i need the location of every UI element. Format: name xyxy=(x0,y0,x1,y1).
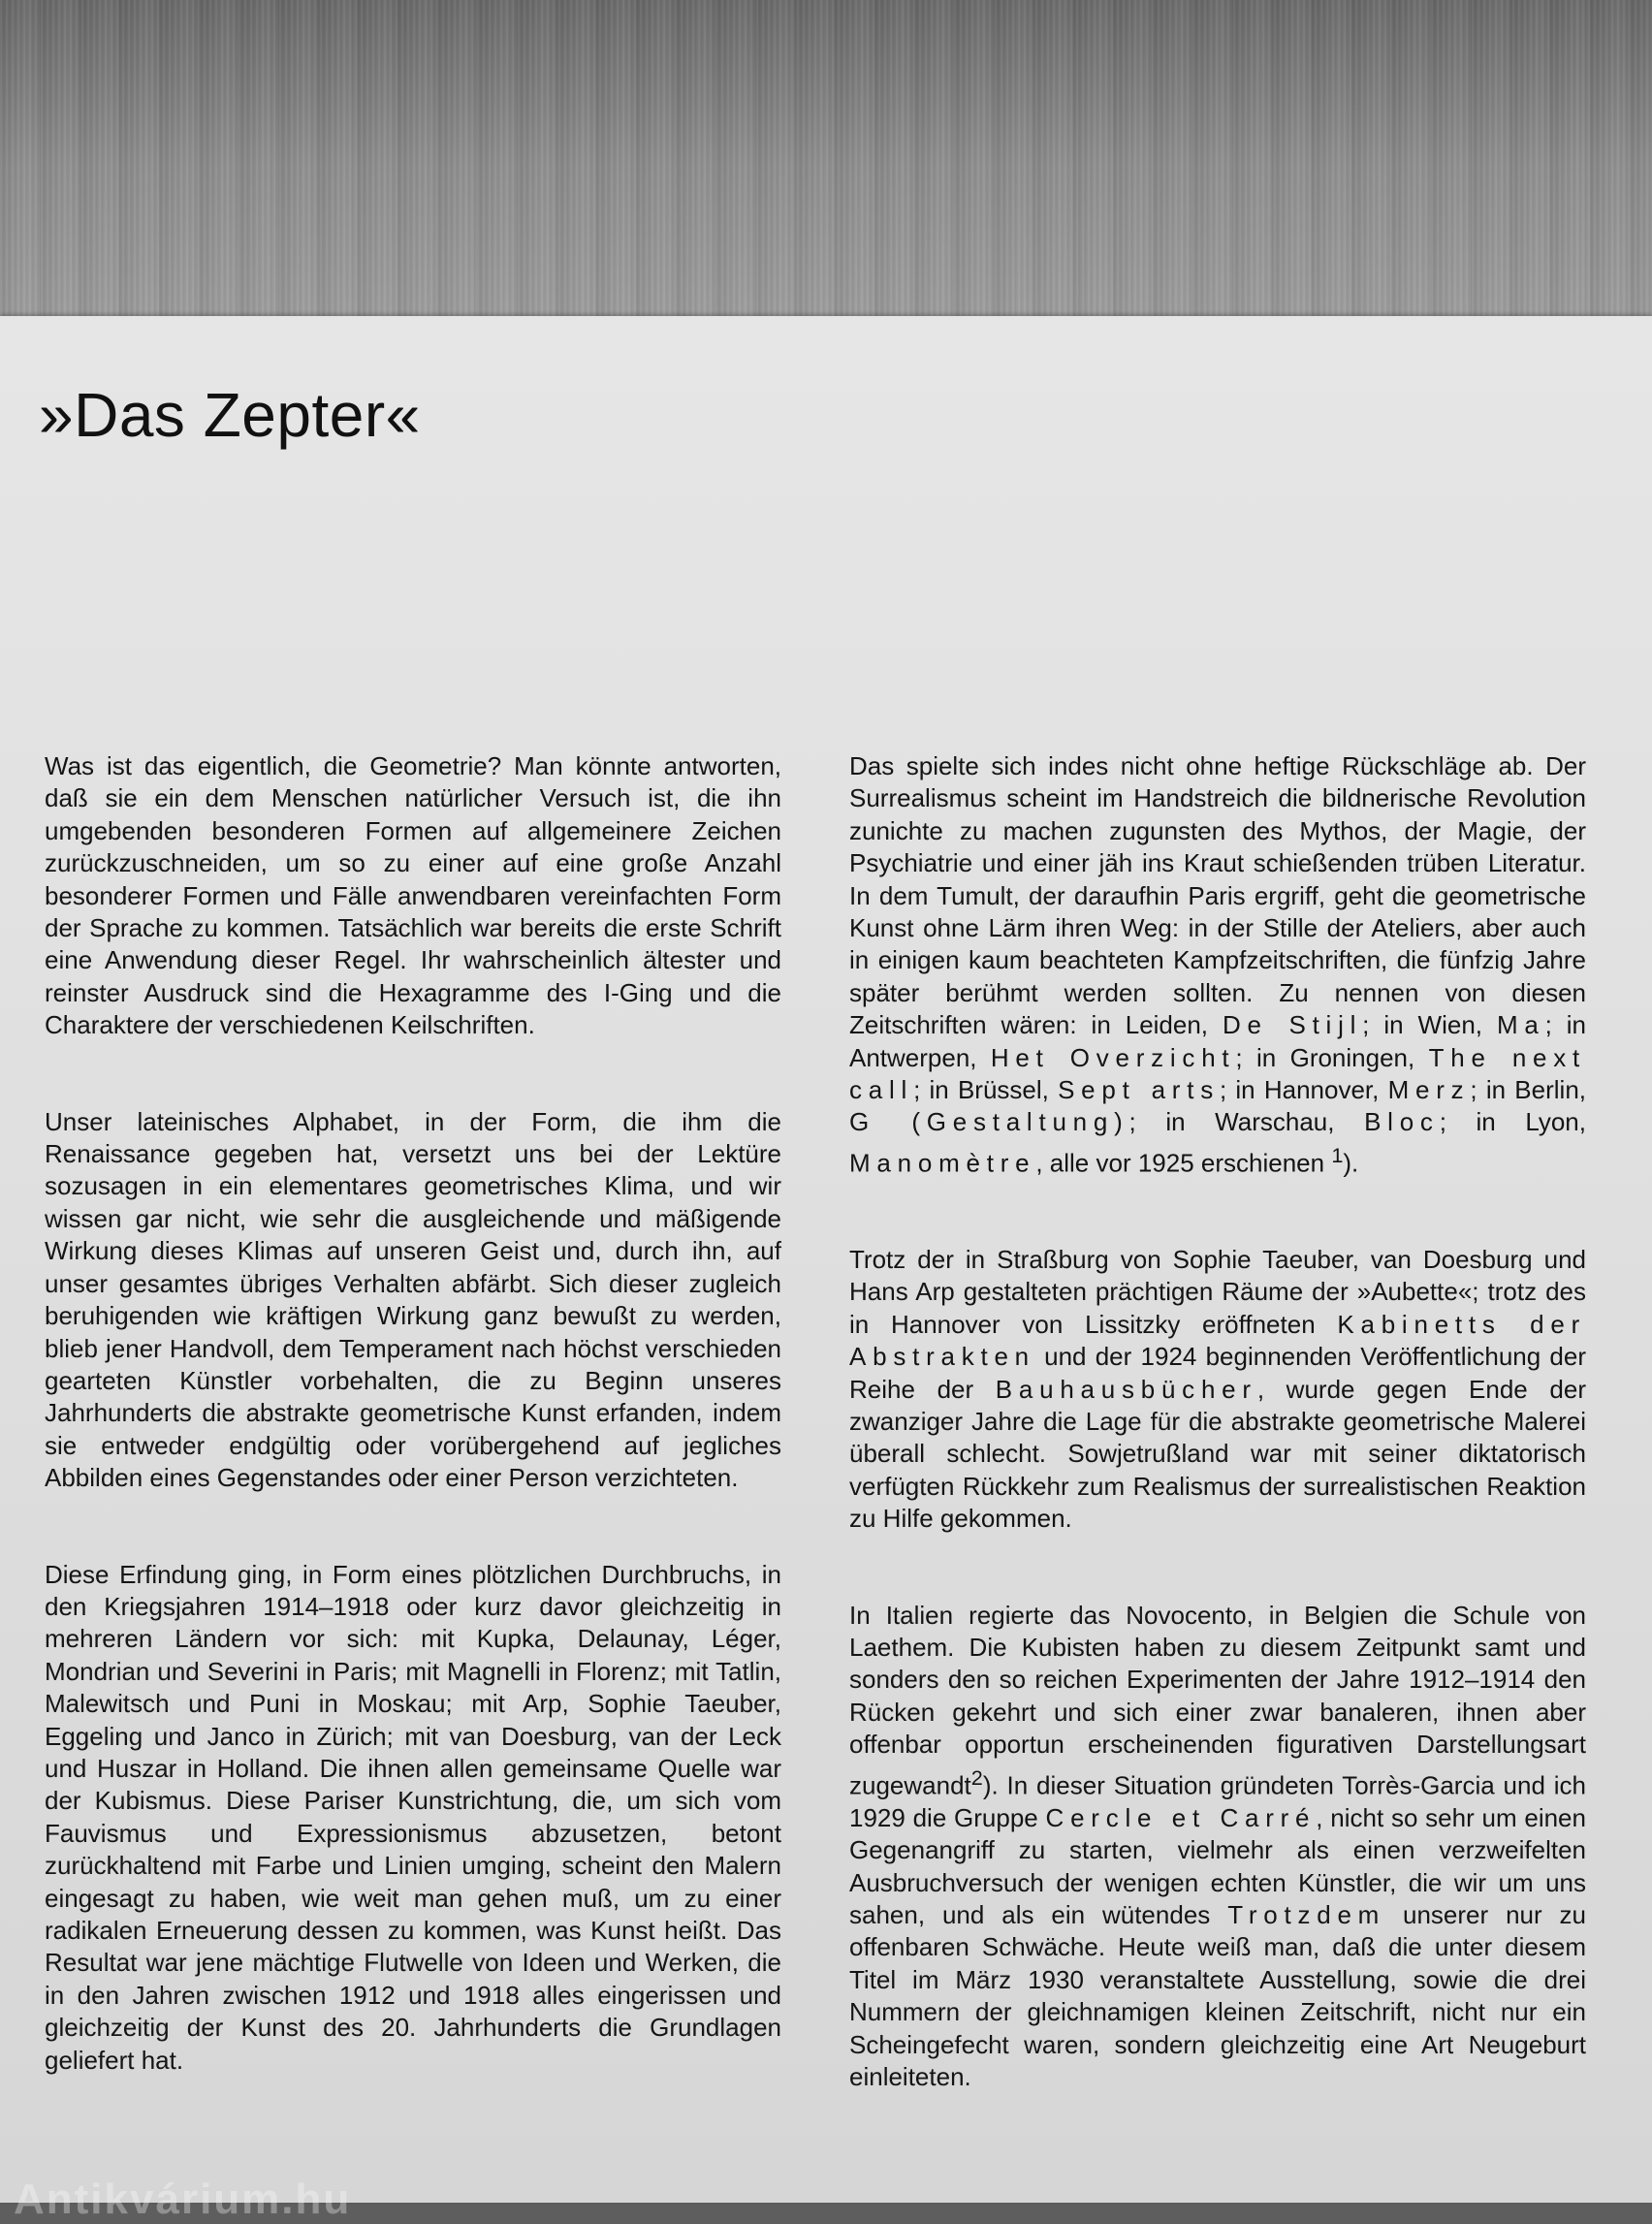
footnote-marker: 2 xyxy=(970,1764,983,1790)
left-column xyxy=(45,750,781,2141)
paragraph-zeitschriften: Das spielte sich indes nicht ohne heftige Rückschläge ab. Der Surrealismus scheint im Handstreich die bildnerische Revolution zunichte zu machen zugunsten des Mythos, der Magie, der Psychiatrie und einer jäh ins Kraut schießenden trüben Literatur. In dem Tumult, der daraufhin Paris ergriff, geht die geometrische Kunst ohne Lärm ihren Weg: in der Stille der Ateliers, aber auch in einigen kaum beachteten Kampfzeitschriften, die fünfzig Jahre später berühmt werden sollten. Zu nennen von diesen Zeitschriften wären: in Leiden, De Stijl; in Wien, Ma; in Antwerpen, Het Overzicht; in Groningen, The next call; in Brüssel, Sept arts; in Hannover, Merz; in Berlin, G (Gestaltung); in Warschau, Bloc; in Lyon, Manomètre, alle vor 1925 erschienen $^1$). xyxy=(849,751,1587,1178)
journal-title: G (Gestaltung) xyxy=(849,1107,1129,1137)
paragraph-alphabet: Unser lateinisches Alphabet, in der Form, die ihm die Renaissance gegeben hat, versetzt uns bei der Lektüre sozusagen in ein elementares geometrisches Klima, und wir wissen gar nicht, wie sehr die ausgleichende und mäßigende Wirkung dieses Klimas auf unseren Geist und, durch ihn, auf unser gesamtes übriges Verhalten abfärbt. Sich dieser zugleich beruhigenden wie kräftigen Wirkung ganz bewußt zu werden, blieb jener Handvoll, dem Temperament nach höchst verschieden gearteten Künstler vorbehalten, die zu Beginn unseres Jahrhunderts die abstrakte geometrische Kunst erfanden, indem sie entweder endgültig oder vorübergehend auf jegliches Abbilden eines Gegenstandes oder einer Person verzichteten. xyxy=(45,1106,781,1493)
watermark: Antikvárium.hu xyxy=(14,2176,352,2223)
paragraph-cercle-et-carre: In Italien regierte das Novocento, in Belgien die Schule von Laethem. Die Kubisten haben zu diesem Zeitpunkt samt und sonders den so reichen Experimenten der Jahre 1912–1914 den Rücken gekehrt und sich einer zwar banaleren, ihnen aber offenbar opportun erscheinenden figurativen Darstellungsart zugewandt$^2$). In dieser Situation gründeten Torrès-Garcia und ich 1929 die Gruppe Cercle et Carré, nicht so sehr um einen Gegenangriff zu starten, vielmehr als einen verzweifelten Ausbruchversuch der wenigen echten Künstler, die wir um uns sahen, und als ein wütendes Trotzdem unserer nur zu offenbaren Schwäche. Heute weiß man, daß die unter diesem Titel im März 1930 veranstaltete Ausstellung, sowie die drei Nummern der gleichnamigen kleinen Zeitschrift, nicht nur ein Scheingefecht waren, sondern gleichzeitig eine Art Neugeburt einleiteten. xyxy=(849,1600,1587,2091)
emphasis-word: Trotzdem xyxy=(1227,1899,1386,1929)
journal-title: Bloc xyxy=(1364,1107,1440,1137)
footnote-marker: 1 xyxy=(1331,1142,1344,1167)
journal-title: The next call xyxy=(849,1042,1586,1105)
journal-title: Sept arts xyxy=(1058,1075,1220,1105)
exhibition-title: Kabinetts der Abstrakten xyxy=(849,1309,1586,1372)
book-page xyxy=(0,316,1652,2223)
page-title: »Das Zepter« xyxy=(39,380,421,450)
journal-title: De Stijl xyxy=(1223,1010,1363,1040)
paragraph-aubette: Trotz der in Straßburg von Sophie Taeuber, van Doesburg und Hans Arp gestalteten prächtigen Räume der »Aubette«; trotz des in Hannover von Lissitzky eröffneten Kabinetts der Abstrakten und der 1924 beginnenden Veröffentlichung der Reihe der Bauhausbücher, wurde gegen Ende der zwanziger Jahre die Lage für die abstrakte geometrische Malerei überall schlecht. Sowjetrußland war mit seiner diktatorisch verfügten Rückkehr zum Realismus der surrealistischen Reaktion zu Hilfe gekommen. xyxy=(849,1244,1586,1534)
journal-title: Manomètre xyxy=(849,1148,1036,1178)
paragraph-geometrie: Was ist das eigentlich, die Geometrie? Man könnte antworten, daß sie ein dem Menschen natürlicher Versuch ist, die ihn umgebenden besonderen Formen auf allgemeinere Zeichen zurückzuschneiden, um so zu einer auf eine große Anzahl besonderer Formen und Fälle anwendbaren vereinfachten Form der Sprache zu kommen. Tatsächlich war bereits die erste Schrift eine Anwendung dieser Regel. Ihr wahrscheinlich ältester und reinster Ausdruck sind die Hexagramme des I-Ging und die Charaktere der verschiedenen Keilschriften. xyxy=(45,751,781,1040)
paragraph-erfindung: Diese Erfindung ging, in Form eines plötzlichen Durchbruchs, in den Kriegsjahren 1914–1918 oder kurz davor gleichzeitig in mehreren Ländern vor sich: mit Kupka, Delaunay, Léger, Mondrian und Severini in Paris; mit Magnelli in Florenz; mit Tatlin, Malewitsch und Puni in Moskau; mit Arp, Sophie Taeuber, Eggeling und Janco in Zürich; mit van Doesburg, van der Leck und Huszar in Holland. Die ihnen allen gemeinsame Quelle war der Kubismus. Diese Pariser Kunstrichtung, die, um sich vom Fauvismus und Expressionismus abzusetzen, betont zurückhaltend mit Farbe und Linien umging, scheint den Malern eingesagt zu haben, wie weit man gehen muß, um zu einer radikalen Erneuerung dessen zu kommen, was Kunst heißt. Das Resultat war jene mächtige Flutwelle von Ideen und Werken, die in den Jahren zwischen 1912 und 1918 alles eingerissen und gleichzeitig der Kunst des 20. Jahrhunderts die Grundlagen geliefert hat. xyxy=(45,1559,781,2075)
series-title: Bauhausbücher xyxy=(995,1374,1257,1404)
background-surface xyxy=(0,0,1652,330)
journal-title: Merz xyxy=(1387,1075,1471,1105)
journal-title: Het Overzicht xyxy=(990,1042,1236,1072)
right-column xyxy=(849,750,1586,2157)
group-title: Cercle et Carré xyxy=(1045,1802,1317,1832)
journal-title: Ma xyxy=(1496,1010,1545,1040)
